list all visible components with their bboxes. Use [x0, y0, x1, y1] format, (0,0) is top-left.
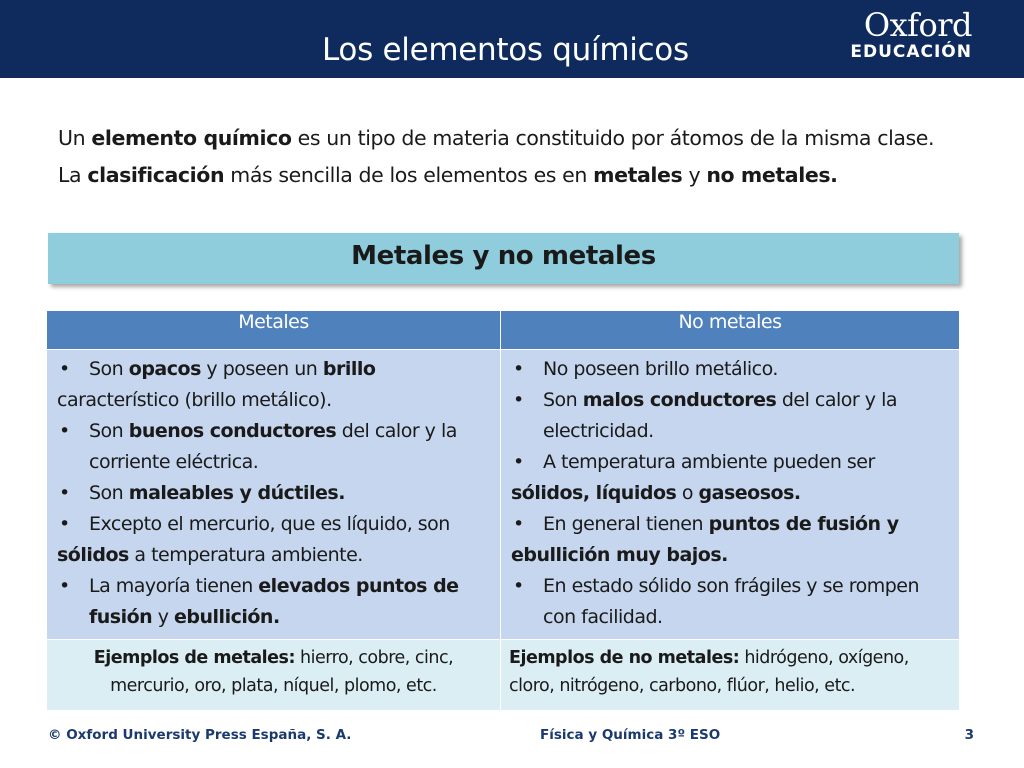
header-no-metales: No metales [501, 311, 960, 350]
banner-title: Metales y no metales [351, 241, 656, 271]
comparison-table [46, 310, 960, 711]
slide-header [0, 0, 1024, 78]
metales-properties [47, 350, 501, 640]
intro-paragraph-2: La clasificación más sencilla de los elementos es en metales y no metales. [58, 163, 838, 187]
list-item: • Son opacos y poseen un brillo característico (brillo metálico). [57, 354, 494, 416]
list-item: • No poseen brillo metálico. [511, 354, 953, 385]
list-item: • Son malos conductores del calor y la electricidad. [511, 385, 953, 447]
footer-course: Física y Química 3º ESO [540, 727, 721, 743]
logo-oxford-text: Oxford [863, 6, 972, 44]
oxford-educacion-logo [850, 8, 972, 62]
ejemplos-no-metales: Ejemplos de no metales: hidrógeno, oxígeno, cloro, nitrógeno, carbono, flúor, helio, etc. [501, 640, 960, 711]
list-item: • Excepto el mercurio, que es líquido, son sólidos a temperatura ambiente. [57, 509, 494, 571]
header-metales: Metales [47, 311, 501, 350]
examples-row [47, 640, 960, 711]
page-number: 3 [964, 727, 974, 743]
table-header-row [47, 311, 960, 350]
list-item: • En general tienen puntos de fusión y ebullición muy bajos. [511, 509, 953, 571]
intro-text [58, 123, 958, 191]
intro-paragraph-1: Un elemento químico es un tipo de materia constituido por átomos de la misma clase. [58, 126, 935, 150]
list-item: • Son buenos conductores del calor y la corriente eléctrica. [57, 416, 494, 478]
section-banner [48, 233, 959, 284]
list-item: • En estado sólido son frágiles y se rompen con facilidad. [511, 571, 953, 633]
logo-educacion-text: EDUCACIÓN [850, 42, 972, 62]
slide-title: Los elementos químicos [322, 32, 689, 68]
no-metales-properties [501, 350, 960, 640]
ejemplos-metales: Ejemplos de metales: hierro, cobre, cinc, mercurio, oro, plata, níquel, plomo, etc. [47, 640, 501, 711]
list-item: • A temperatura ambiente pueden ser sólidos, líquidos o gaseosos. [511, 447, 953, 509]
list-item: • La mayoría tienen elevados puntos de fusión y ebullición. [57, 571, 494, 633]
footer-copyright: © Oxford University Press España, S. A. [48, 727, 352, 743]
list-item: • Son maleables y dúctiles. [57, 478, 494, 509]
table-row [47, 350, 960, 640]
slide-footer [0, 722, 1024, 752]
